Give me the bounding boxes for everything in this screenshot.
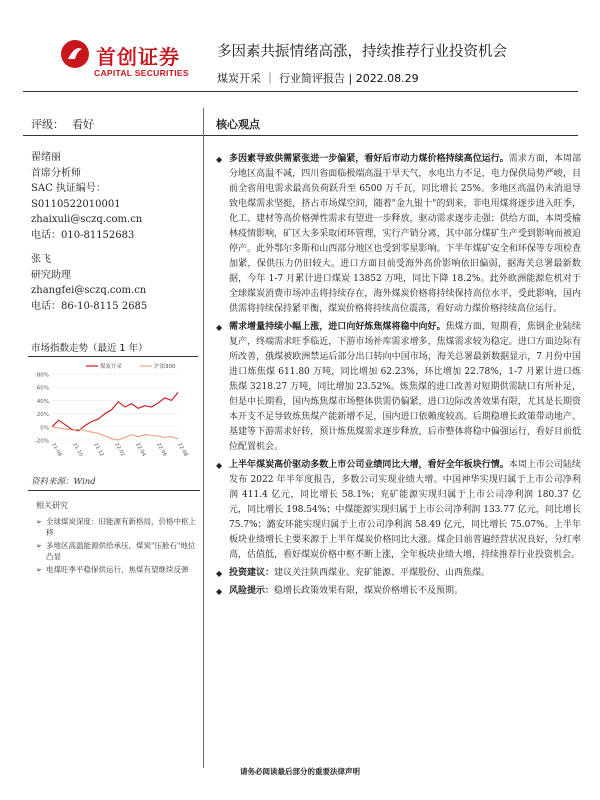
logo-chinese-name: 首创证券 (96, 45, 180, 69)
bullet-paragraph (216, 458, 581, 563)
column-divider (203, 108, 204, 768)
source-divider (28, 490, 200, 491)
chart-title: 市场指数走势（最近 1 年） (31, 343, 148, 354)
chart-source: 资料来源：Wind (31, 477, 96, 487)
header-divider (23, 91, 578, 92)
series-line-coal (52, 392, 178, 430)
related-research-title: 相关研究 (36, 501, 68, 510)
bullet-heading: 需求增量持续小幅上涨，进口向好炼焦煤将稳中向好。 (229, 322, 446, 332)
x-tick-label: 22-04 (134, 442, 147, 458)
analyst-sac-label: SAC 执证编号： (31, 183, 106, 194)
x-tick-label: 21-08 (50, 442, 63, 458)
bullet-heading: 多因素导致供需紧张进一步偏紧，看好后市动力煤价格持续高位运行。 (229, 154, 509, 164)
bullet-text: 焦煤方面，短期看，焦钢企业陆续复产，终端需求旺季临近，下游市场补库需求增多，焦煤需求较为稳定。进口方面边际有所改善，俄煤被欧洲禁运后部分出口转向中国市场，海关总署最新数据显示，7 月份中国进口炼焦煤 611.80 万吨，同比增加 62.23%，环比增加 22.78%，1-7 月累计进口炼焦煤 3218.27 万吨，同比增加 23.52%。炼焦煤的进口改善对短期供需缺口有所补足，但是中长期看，国内炼焦煤市场整体供需仍偏紧，进口边际改善效果有限，尤其是长期资本开支不足导致炼焦煤产能新增不足，国内进口依赖度较高。后期稳增长政策带动地产、基建等下游需求好转，预计炼焦煤需求逐步释放，后市整体将稳中偏强运行，看好目前低位配置机会。 (229, 322, 581, 452)
analyst-phone: 电话：010-81152683 (31, 229, 135, 241)
bullet-heading: 风险提示： (229, 586, 275, 596)
report-title: 多因素共振情绪高涨，持续推荐行业投资机会 (217, 44, 507, 60)
x-tick-label: 22-08 (176, 442, 189, 458)
x-tick-label: 21-10 (71, 442, 84, 458)
y-tick-label: 20% (36, 412, 49, 419)
y-tick-label: 60% (36, 385, 49, 392)
analyst-sac-number: S0110522010001 (31, 198, 121, 210)
x-tick-label: 21-12 (92, 442, 105, 458)
rating (31, 116, 94, 132)
bullet-paragraph (216, 584, 581, 599)
related-research-list (36, 517, 196, 579)
bullet-paragraph (216, 320, 581, 455)
bullet-paragraph (216, 152, 581, 317)
bullet-text: 建议关注陕西煤业、兖矿能源、平煤股份、山西焦煤。 (274, 568, 491, 578)
bullet-heading: 上半年煤炭高价驱动多数上市公司业绩同比大增，看好全年板块行情。 (229, 460, 509, 470)
y-tick-label: 80% (36, 372, 49, 379)
related-item[interactable]: ➢ 电煤旺季平稳保供运行，焦煤有望继续反弹 (36, 565, 196, 576)
analyst-title: 研究助理 (31, 269, 71, 281)
bullet-text: 本周上市公司陆续发布 2022 年半年度报告，多数公司实现业绩大增。中国神华实现归属于上市公司净利润 411.4 亿元，同比增长 58.1%；兖矿能源实现归属于上市公司净利润 180.37 亿元，同比增长 198.54%；中煤能源实现归属于上市公司净利润 133.77 亿元，同比增长 75.7%；潞安环能实现归属于上市公司净利润 58.49 亿元，同比增长 75.07%。上半年板块业绩增长主要来源于上半年煤炭价格同比大涨。煤企目前普遍经营状况良好，分红率高，估值低，看好煤炭价格中枢不断上涨，全年板块业绩大增，持续推荐行业投资机会。 (229, 460, 581, 560)
analyst-phone: 电话：86-10-8115 2685 (31, 300, 148, 312)
analyst-title: 首席分析师 (31, 167, 81, 179)
analyst-block-1 (31, 150, 142, 243)
rating-label: 评级： (31, 118, 64, 131)
y-tick-label: 40% (36, 398, 49, 405)
y-tick-label: 0% (40, 425, 49, 432)
logo-english-name: CAPITAL SECURITIES (94, 68, 189, 78)
related-item[interactable]: ➢ 全球煤炭深度：旧能源有新格局，价格中枢上移 (36, 517, 196, 538)
bullet-text: 需求方面，本周部分地区高温不减，四川省面临极端高温干旱天气，水电出力不足，电力保供局势严峻，目前全省用电需求最高负荷跃升至 6500 万千瓦，同比增长 25%。多地区高温仍未消退导致电煤需求坚挺，挤占市场煤空间，随着"金九银十"的到来，非电用煤将逐步进入旺季，化工、建材等高价格弹性需求有望进一步释放，驱动需求逐步走强；供给方面，本周受榆林疫情影响，矿区大多采取闭环管理，实行产销分离，其中部分煤矿生产受到影响而被迫停产。此外鄂尔多斯和山西部分地区也受到零星影响。下半年煤矿安全和环保等专项检查加紧，保供压力仍旧较大。进口方面目前受海外高价影响依旧偏弱，据海关总署最新数据，今年 1-7 月累计进口煤炭 13852 万吨，同比下降 18.2%。此外欧洲能源危机对于全球煤炭消费市场冲击将持续存在，海外煤炭价格将持续保持高位水平，受此影响，国内供需将持续保持紧平衡，煤炭价格将持续高位震荡，看好动力煤价格持续高位运行。 (229, 154, 581, 314)
market-index-chart (28, 360, 200, 465)
rating-value: 看好 (72, 118, 94, 131)
company-logo (60, 37, 200, 82)
analyst-block-2 (31, 252, 147, 314)
bullet-heading: 投资建议： (229, 568, 275, 578)
y-tick-label: -20% (34, 438, 49, 445)
section-divider (23, 135, 578, 136)
legend-label: 煤炭开采 (100, 364, 123, 370)
legal-footer: 请务必阅读最后部分的重要法律声明 (240, 767, 360, 776)
x-tick-label: 22-02 (113, 442, 126, 458)
analyst-name: 张飞 (31, 254, 51, 265)
related-item[interactable]: ➢ 多地区高温能源供给承压，煤炭"压舱石"地位凸显 (36, 541, 196, 562)
bullet-text: 稳增长政策效果有限，煤炭价格增长不及预期。 (274, 586, 464, 596)
report-subtitle: 煤炭开采 ｜ 行业简评报告 | 2022.08.29 (217, 72, 419, 85)
x-tick-label: 22-06 (155, 442, 168, 458)
bullet-paragraph (216, 566, 581, 581)
chart-title-divider (28, 356, 198, 357)
logo-mark-icon (60, 39, 90, 69)
core-views-title: 核心观点 (216, 118, 260, 131)
analyst-email[interactable]: zhaixuli@sczq.com.cn (31, 214, 143, 225)
analyst-email[interactable]: zhangfei@sczq.com.cn (31, 285, 147, 296)
legend-label: 沪深300 (154, 364, 176, 370)
analyst-name: 翟绪丽 (31, 152, 61, 163)
core-views-body (216, 152, 581, 602)
